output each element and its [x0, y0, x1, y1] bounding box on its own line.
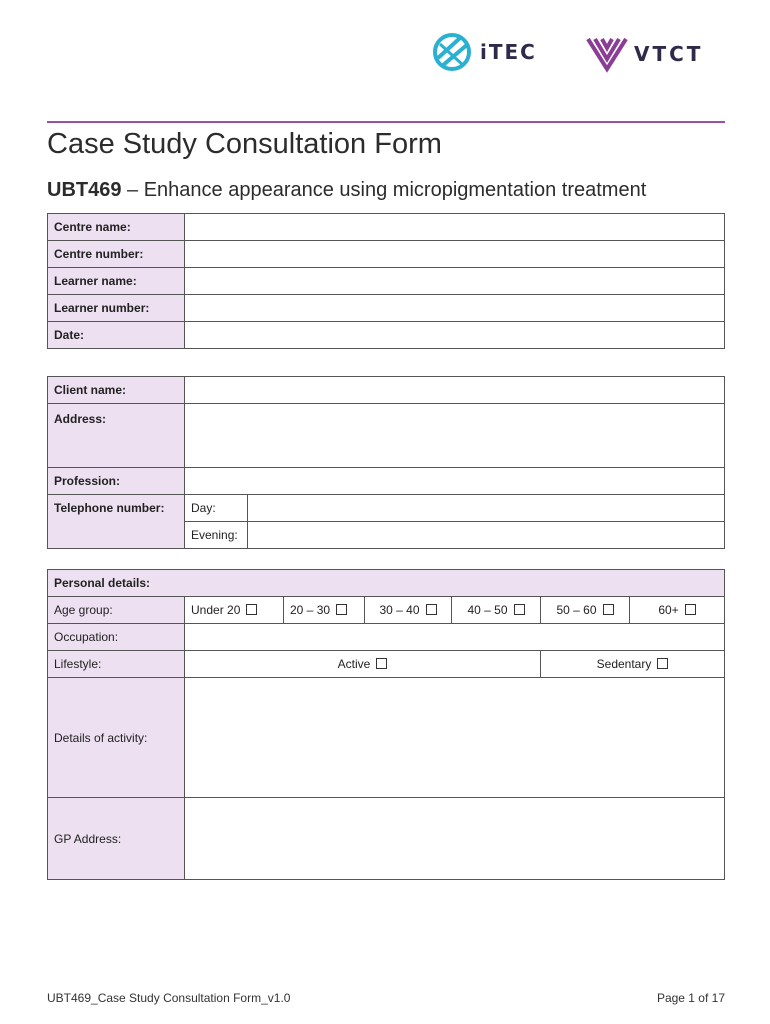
evening-phone-field[interactable] — [248, 522, 725, 549]
footer-page-number: Page 1 of 17 — [656, 991, 725, 1005]
client-name-field[interactable] — [185, 377, 725, 404]
header-divider — [47, 121, 725, 123]
lifestyle-option-active[interactable]: Active — [185, 651, 541, 678]
centre-number-field[interactable] — [185, 241, 725, 268]
vtct-chevron-icon — [586, 35, 628, 73]
date-field[interactable] — [185, 322, 725, 349]
itec-logo — [430, 30, 537, 74]
details-of-activity-label: Details of activity: — [48, 678, 185, 798]
table-row — [48, 468, 725, 495]
client-name-label: Client name: — [48, 377, 185, 404]
evening-label: Evening: — [185, 522, 248, 549]
centre-details-table — [47, 213, 725, 349]
occupation-label: Occupation: — [48, 624, 185, 651]
lifestyle-option-sedentary[interactable]: Sedentary — [541, 651, 725, 678]
occupation-field[interactable] — [185, 624, 725, 651]
page-title: Case Study Consultation Form — [47, 128, 442, 160]
table-row — [48, 570, 725, 597]
address-field[interactable] — [185, 404, 725, 468]
vtct-logo-text: VTCT — [634, 42, 704, 66]
vtct-logo — [586, 34, 703, 74]
page-subtitle — [47, 179, 646, 202]
address-label: Address: — [48, 404, 185, 468]
checkbox-icon[interactable] — [685, 604, 696, 615]
itec-globe-icon — [430, 30, 474, 74]
personal-details-heading: Personal details: — [48, 570, 725, 597]
checkbox-icon[interactable] — [603, 604, 614, 615]
checkbox-icon[interactable] — [246, 604, 257, 615]
centre-name-field[interactable] — [185, 214, 725, 241]
gp-address-field[interactable] — [185, 798, 725, 880]
age-option-60-plus[interactable]: 60+ — [630, 597, 725, 624]
age-group-label: Age group: — [48, 597, 185, 624]
table-row — [48, 241, 725, 268]
gp-address-label: GP Address: — [48, 798, 185, 880]
table-row — [48, 495, 725, 522]
checkbox-icon[interactable] — [376, 658, 387, 669]
table-row — [48, 651, 725, 678]
unit-code: UBT469 — [47, 179, 122, 201]
table-row — [48, 597, 725, 624]
learner-name-label: Learner name: — [48, 268, 185, 295]
client-details-table — [47, 376, 725, 549]
checkbox-icon[interactable] — [514, 604, 525, 615]
logos-header — [430, 30, 730, 78]
table-row — [48, 268, 725, 295]
table-row — [48, 678, 725, 798]
learner-number-field[interactable] — [185, 295, 725, 322]
itec-logo-text: iTEC — [480, 40, 537, 64]
date-label: Date: — [48, 322, 185, 349]
age-option-30-40[interactable]: 30 – 40 — [365, 597, 452, 624]
table-row — [48, 404, 725, 468]
centre-number-label: Centre number: — [48, 241, 185, 268]
table-row — [48, 295, 725, 322]
profession-label: Profession: — [48, 468, 185, 495]
table-row — [48, 377, 725, 404]
profession-field[interactable] — [185, 468, 725, 495]
lifestyle-label: Lifestyle: — [48, 651, 185, 678]
table-row — [48, 322, 725, 349]
learner-name-field[interactable] — [185, 268, 725, 295]
checkbox-icon[interactable] — [336, 604, 347, 615]
age-option-20-30[interactable]: 20 – 30 — [284, 597, 365, 624]
table-row — [48, 624, 725, 651]
day-phone-field[interactable] — [248, 495, 725, 522]
table-row — [48, 798, 725, 880]
table-row — [48, 214, 725, 241]
age-option-under-20[interactable]: Under 20 — [185, 597, 284, 624]
details-of-activity-field[interactable] — [185, 678, 725, 798]
age-option-40-50[interactable]: 40 – 50 — [452, 597, 541, 624]
age-option-50-60[interactable]: 50 – 60 — [541, 597, 630, 624]
checkbox-icon[interactable] — [426, 604, 437, 615]
unit-title: – Enhance appearance using micropigmentation treatment — [121, 179, 647, 201]
telephone-label: Telephone number: — [48, 495, 185, 549]
learner-number-label: Learner number: — [48, 295, 185, 322]
personal-details-table — [47, 569, 725, 880]
checkbox-icon[interactable] — [657, 658, 668, 669]
centre-name-label: Centre name: — [48, 214, 185, 241]
footer-doc-name: UBT469_Case Study Consultation Form_v1.0 — [47, 991, 291, 1005]
day-label: Day: — [185, 495, 248, 522]
